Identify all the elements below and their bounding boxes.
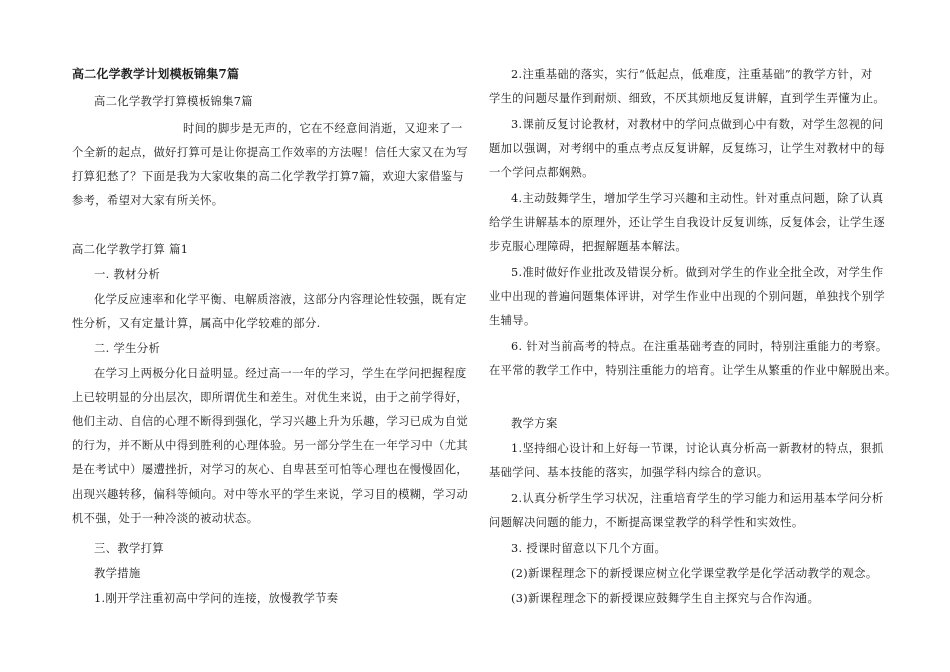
section-heading: 二. 学生分析 [94, 342, 161, 355]
paragraph-line: 生辅导。 [489, 314, 536, 327]
document-title: 高二化学教学计划模板锦集7篇 [72, 67, 240, 81]
section-heading: 一. 教材分析 [94, 268, 161, 281]
paragraph-line: 题加以强调，对考纲中的重点考点反复讲解，反复练习，让学生对教材中的每 [489, 142, 885, 155]
paragraph-line: 3. 授课时留意以下几个方面。 [511, 542, 667, 555]
paragraph-line: 机不强，处于一种冷淡的被动状态。 [72, 512, 259, 525]
paragraph-line: (3)新课程理念下的新授课应鼓舞学生自主探究与合作沟通。 [511, 592, 820, 605]
paragraph-line: 5.准时做好作业批改及错误分析。做到对学生的作业全批全改，对学生作 [511, 266, 884, 279]
paragraph-line: 问题解决问题的能力，不断提高课堂教学的科学性和实效性。 [489, 516, 804, 529]
paragraph-line: 上已较明显的分出层次，即所谓优生和差生。对优生来说，由于之前学得好， [72, 391, 468, 404]
paragraph-line: 出现兴趣转移，偏科等倾向。对中等水平的学生来说，学习目的模糊，学习动 [72, 488, 468, 501]
paragraph-line: 是在考试中）屡遭挫折，对学习的灰心、自卑甚至可怕等心理也在慢慢固化， [72, 463, 468, 476]
section-heading: 三、教学打算 [94, 542, 164, 555]
paragraph-line: 一个学问点都娴熟。 [489, 166, 594, 179]
paragraph-line: 2.注重基础的落实，实行“低起点，低难度，注重基础”的教学方针，对 [511, 68, 873, 81]
paragraph-line: 在平常的教学工作中，特别注重能力的培育。让学生从繁重的作业中解脱出来。 [489, 364, 897, 377]
paragraph-line: 个全新的起点，做好打算可是让你提高工作效率的方法喔！信任大家又在为写 [72, 146, 468, 159]
section-heading: 教学方案 [511, 417, 558, 430]
paragraph-line: 业中出现的普遍问题集体评讲，对学生作业中出现的个别问题，单独找个别学 [489, 290, 885, 303]
paragraph-line: 在学习上两极分化日益明显。经过高一一年的学习，学生在学问把握程度 [94, 367, 467, 380]
paragraph-line: 步克服心理障碍，把握解题基本解法。 [489, 240, 687, 253]
paragraph-line: 基础学问、基本技能的落实，加强学科内综合的意识。 [489, 466, 769, 479]
subtitle: 高二化学教学打算模板锦集7篇 [94, 95, 253, 108]
subsection-heading: 教学措施 [94, 567, 141, 580]
paragraph-line: 参考，希望对大家有所关怀。 [72, 194, 224, 207]
paragraph-line: (2)新课程理念下的新授课应树立化学课堂教学是化学活动教学的观念。 [511, 567, 878, 580]
paragraph-line: 学生的问题尽量作到耐烦、细致，不厌其烦地反复讲解，直到学生弄懂为止。 [489, 92, 885, 105]
paragraph-line: 化学反应速率和化学平衡、电解质溶液，这部分内容理论性较强，既有定 [94, 293, 467, 306]
paragraph-line: 6. 针对当前高考的特点。在注重基础考查的同时，特别注重能力的考察。 [511, 340, 888, 353]
section-heading: 高二化学教学打算 篇1 [72, 243, 189, 256]
paragraph-line: 2.认真分析学生学习状况，注重培育学生的学习能力和运用基本学问分析 [511, 492, 884, 505]
paragraph-line: 他们主动、自信的心理不断得到强化，学习兴趣上升为乐趣，学习已成为自觉 [72, 415, 468, 428]
paragraph-line: 1.坚持细心设计和上好每一节课，讨论认真分析高一新教材的特点，狠抓 [511, 442, 884, 455]
paragraph-line: 给学生讲解基本的原理外，还让学生自我设计反复训练，反复体会，让学生逐 [489, 216, 885, 229]
paragraph-line: 时间的脚步是无声的，它在不经意间消逝，又迎来了一 [183, 122, 463, 135]
paragraph-line: 性分析，又有定量计算，属高中化学较难的部分. [72, 317, 321, 330]
paragraph-line: 打算犯愁了？下面是我为大家收集的高二化学教学打算7篇，欢迎大家借鉴与 [72, 170, 464, 183]
paragraph-line: 1.刚开学注重初高中学问的连接，放慢教学节奏 [94, 592, 339, 605]
paragraph-line: 4.主动鼓舞学生，增加学生学习兴趣和主动性。针对重点问题，除了认真 [511, 192, 884, 205]
paragraph-line: 的行为，并不断从中得到胜利的心理体验。另一部分学生在一年学习中（尤其 [72, 439, 468, 452]
paragraph-line: 3.课前反复讨论教材，对教材中的学问点做到心中有数，对学生忽视的问 [511, 118, 884, 131]
